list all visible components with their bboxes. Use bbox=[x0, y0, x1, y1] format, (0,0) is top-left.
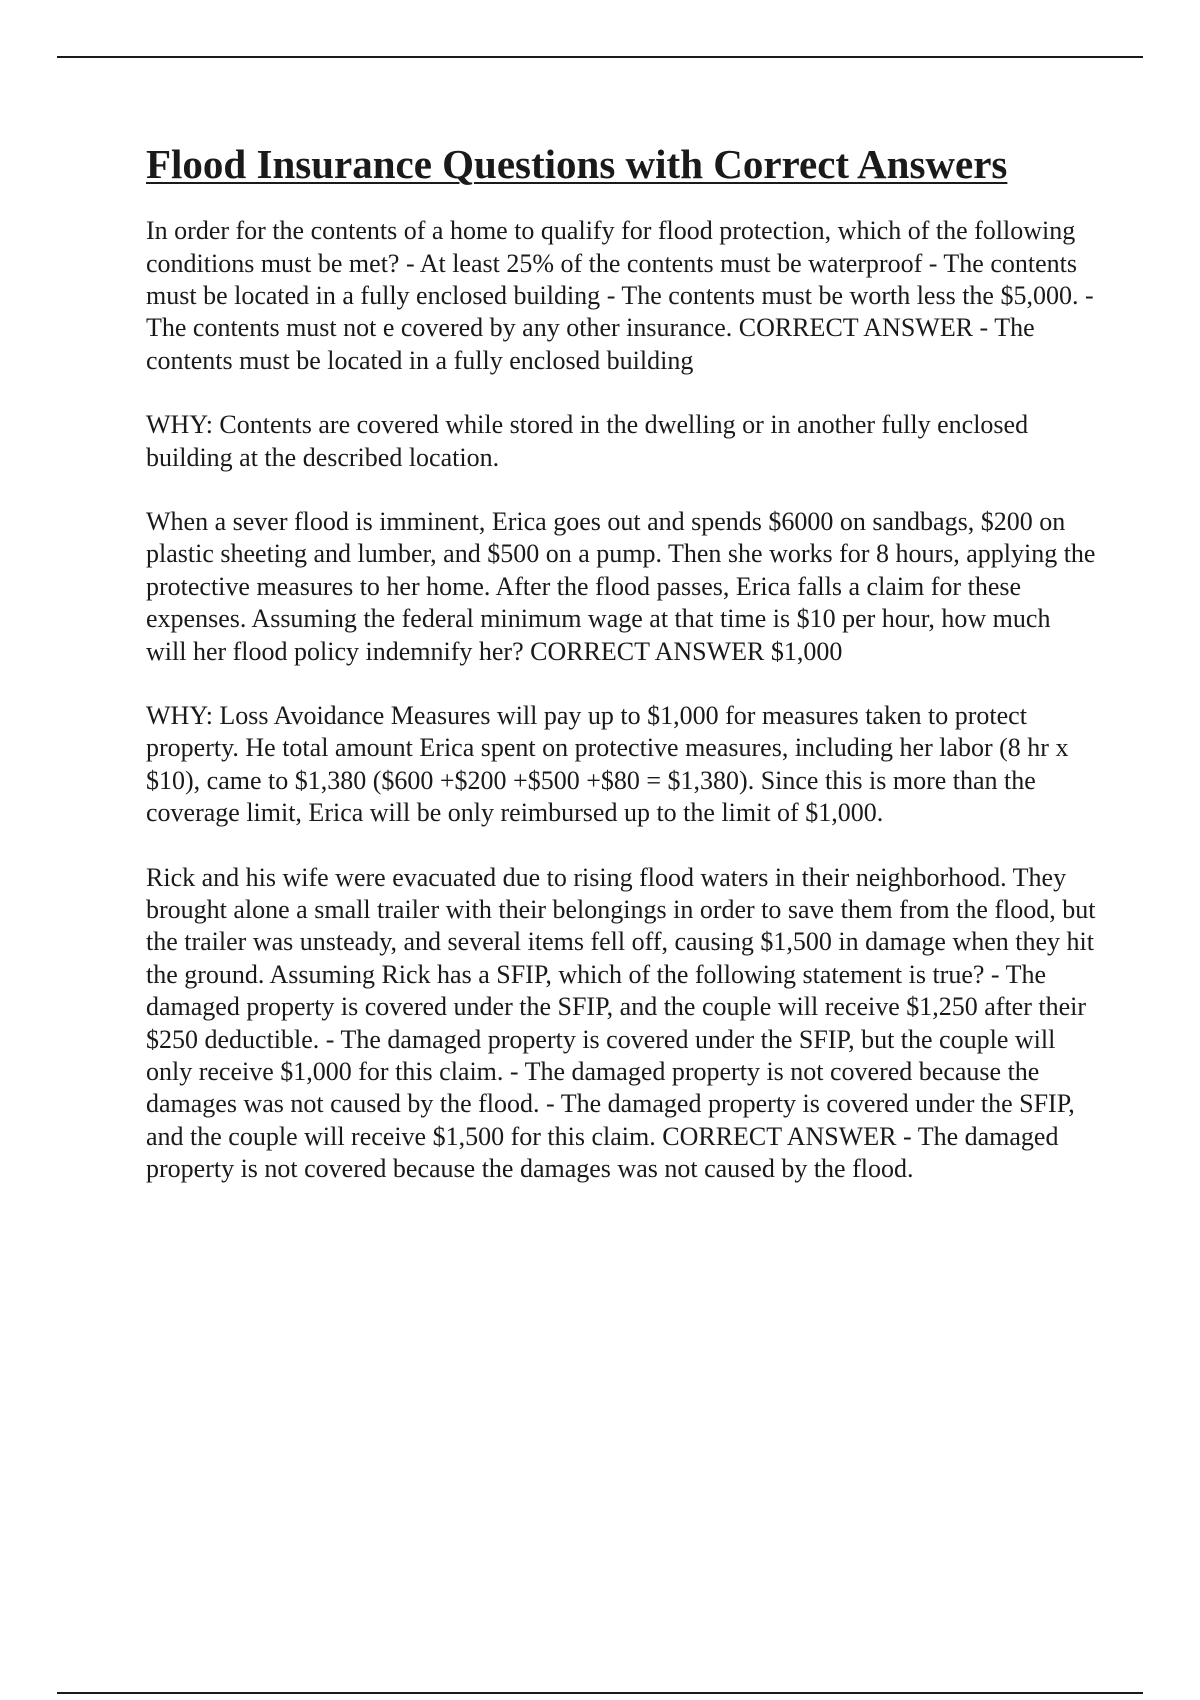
top-rule bbox=[57, 56, 1143, 58]
question-2-explanation bbox=[146, 700, 1096, 830]
question-3 bbox=[146, 862, 1096, 1186]
question-1 bbox=[146, 215, 1096, 377]
question-3-option: - The damaged property is covered under the SFIP, but the couple will only receive $1,000 for this claim. bbox=[146, 1024, 1056, 1087]
question-1-option: - The contents must be worth less the $5,000. bbox=[606, 280, 1079, 310]
question-3-option: - The damaged property is not covered because the damages was not caused by the flood. bbox=[146, 1057, 1040, 1119]
question-1-explanation: WHY: Contents are covered while stored in the dwelling or in another fully enclosed building at the described location. bbox=[146, 410, 1029, 472]
question-1-text: In order for the contents of a home to qualify for flood protection, which of the following conditions must be met? bbox=[146, 216, 1076, 278]
bottom-rule bbox=[57, 1692, 1143, 1694]
question-3-option-with-answer: - The damaged property is covered under the SFIP, and the couple will receive $1,500 for this claim. CORRECT ANSWER - The damaged property is not covered because the damages was not caused by the flood. bbox=[146, 1089, 1075, 1184]
question-3-text: Rick and his wife were evacuated due to rising flood waters in their neighborhood. They brought alone a small trailer with their belongings in order to save them from the flood, but the trailer was unsteady, and several items fell off, causing $1,500 in damage when they hit the ground. Assuming Rick has a SFIP, which of the following statement is true? bbox=[146, 862, 1096, 989]
document-body bbox=[146, 142, 1096, 1218]
document-title: Flood Insurance Questions with Correct Answers bbox=[146, 141, 1008, 187]
question-1-option: - The contents must be located in a fully enclosed building bbox=[146, 248, 1077, 310]
question-1-option: - At least 25% of the contents must be waterproof bbox=[405, 248, 923, 278]
question-1-option-with-answer: - The contents must not e covered by any other insurance. CORRECT ANSWER - The contents must be located in a fully enclosed building bbox=[146, 280, 1094, 375]
question-2: When a sever flood is imminent, Erica goes out and spends $6000 on sandbags, $200 on plastic sheeting and lumber, and $500 on a pump. Then she works for 8 hours, applying the protective measures to her home. After the flood passes, Erica falls a claim for these expenses. Assuming the federal minimum wage at that time is $10 per hour, how much will her flood policy indemnify her? CORRECT ANSWER $1,000 bbox=[146, 506, 1096, 666]
question-2-explanation-line: ($600 +$200 +$500 +$80 = $1,380). Since this is more than the coverage limit, Erica will be only reimbursed up to the limit of $1,000. bbox=[146, 765, 1036, 828]
question-2-explanation-line: WHY: Loss Avoidance Measures will pay up to $1,000 for measures taken to protect property. He total amount Erica spent on protective measures, including her labor (8 hr x $10), came to $1,380 bbox=[146, 700, 1069, 795]
question-3-option: - The damaged property is covered under the SFIP, and the couple will receive $1,250 after their $250 deductible. bbox=[146, 959, 1087, 1054]
